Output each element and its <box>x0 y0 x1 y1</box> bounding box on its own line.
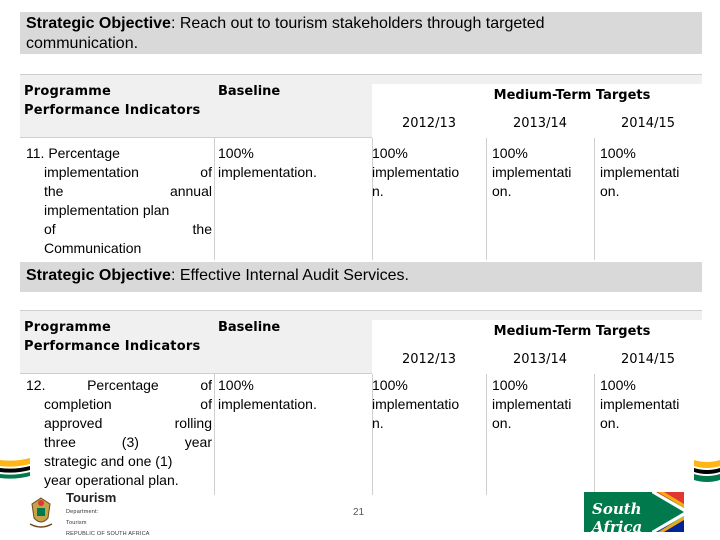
target-2012-cell: 100% implementatio n. <box>372 377 460 431</box>
indicator-cell: 11. Percentage implementation of the annual implementation plan of the Communication <box>26 145 212 256</box>
tourism-department-logo <box>28 490 158 537</box>
column-divider <box>486 138 487 260</box>
target-2014-cell: 100% implementati on. <box>600 377 680 431</box>
header-year-2: 2013/14 <box>486 114 594 138</box>
page-number: 21 <box>353 507 365 518</box>
column-divider <box>594 138 595 260</box>
column-divider <box>594 374 595 495</box>
objective-label: Strategic Objective <box>26 15 171 32</box>
baseline-cell: 100% implementation. <box>218 145 317 180</box>
logo-title: Tourism <box>66 490 117 505</box>
header-year-1: 2012/13 <box>372 114 486 138</box>
objective-text: : Reach out to tourism stakeholders through targeted <box>170 15 545 32</box>
target-2012-cell: 100% implementatio n. <box>372 145 460 199</box>
strategic-objective-1 <box>20 12 702 54</box>
header-year-1: 2012/13 <box>372 350 486 374</box>
header-indicators: Programme Performance Indicators <box>24 320 201 354</box>
flag-swoosh-left <box>0 452 30 502</box>
header-indicators: Programme Performance Indicators <box>24 84 201 118</box>
header-year-2: 2013/14 <box>486 350 594 374</box>
baseline-cell: 100% implementation. <box>218 377 317 412</box>
header-baseline: Baseline <box>218 320 281 335</box>
indicator-cell: 12. Percentage of completion of approved rolling three (3) year strategic and one (1) year operational plan. <box>26 377 212 488</box>
logo-line: Department: <box>66 509 99 515</box>
flag-swoosh-right <box>694 450 720 500</box>
header-medium-term-targets: Medium-Term Targets <box>372 320 702 350</box>
logo-line: Tourism <box>66 520 87 526</box>
column-divider <box>214 374 215 495</box>
logo-line: REPUBLIC OF SOUTH AFRICA <box>66 531 150 537</box>
header-medium-term-targets: Medium-Term Targets <box>372 84 702 114</box>
objective-text-cont: communication. <box>26 35 139 52</box>
column-divider <box>214 138 215 260</box>
header-baseline: Baseline <box>218 84 281 99</box>
target-2013-cell: 100% implementati on. <box>492 377 572 431</box>
south-africa-brand-logo <box>584 492 684 536</box>
target-2013-cell: 100% implementati on. <box>492 145 572 199</box>
coat-of-arms-icon <box>28 496 54 528</box>
brand-text: South Africa <box>592 500 643 536</box>
targets-table-2 <box>20 310 702 495</box>
header-year-3: 2014/15 <box>594 114 702 138</box>
strategic-objective-2 <box>20 262 702 292</box>
targets-table-1 <box>20 74 702 260</box>
target-2014-cell: 100% implementati on. <box>600 145 680 199</box>
header-year-3: 2014/15 <box>594 350 702 374</box>
objective-text: : Effective Internal Audit Services. <box>170 267 409 284</box>
column-divider <box>486 374 487 495</box>
objective-label: Strategic Objective <box>26 267 171 284</box>
